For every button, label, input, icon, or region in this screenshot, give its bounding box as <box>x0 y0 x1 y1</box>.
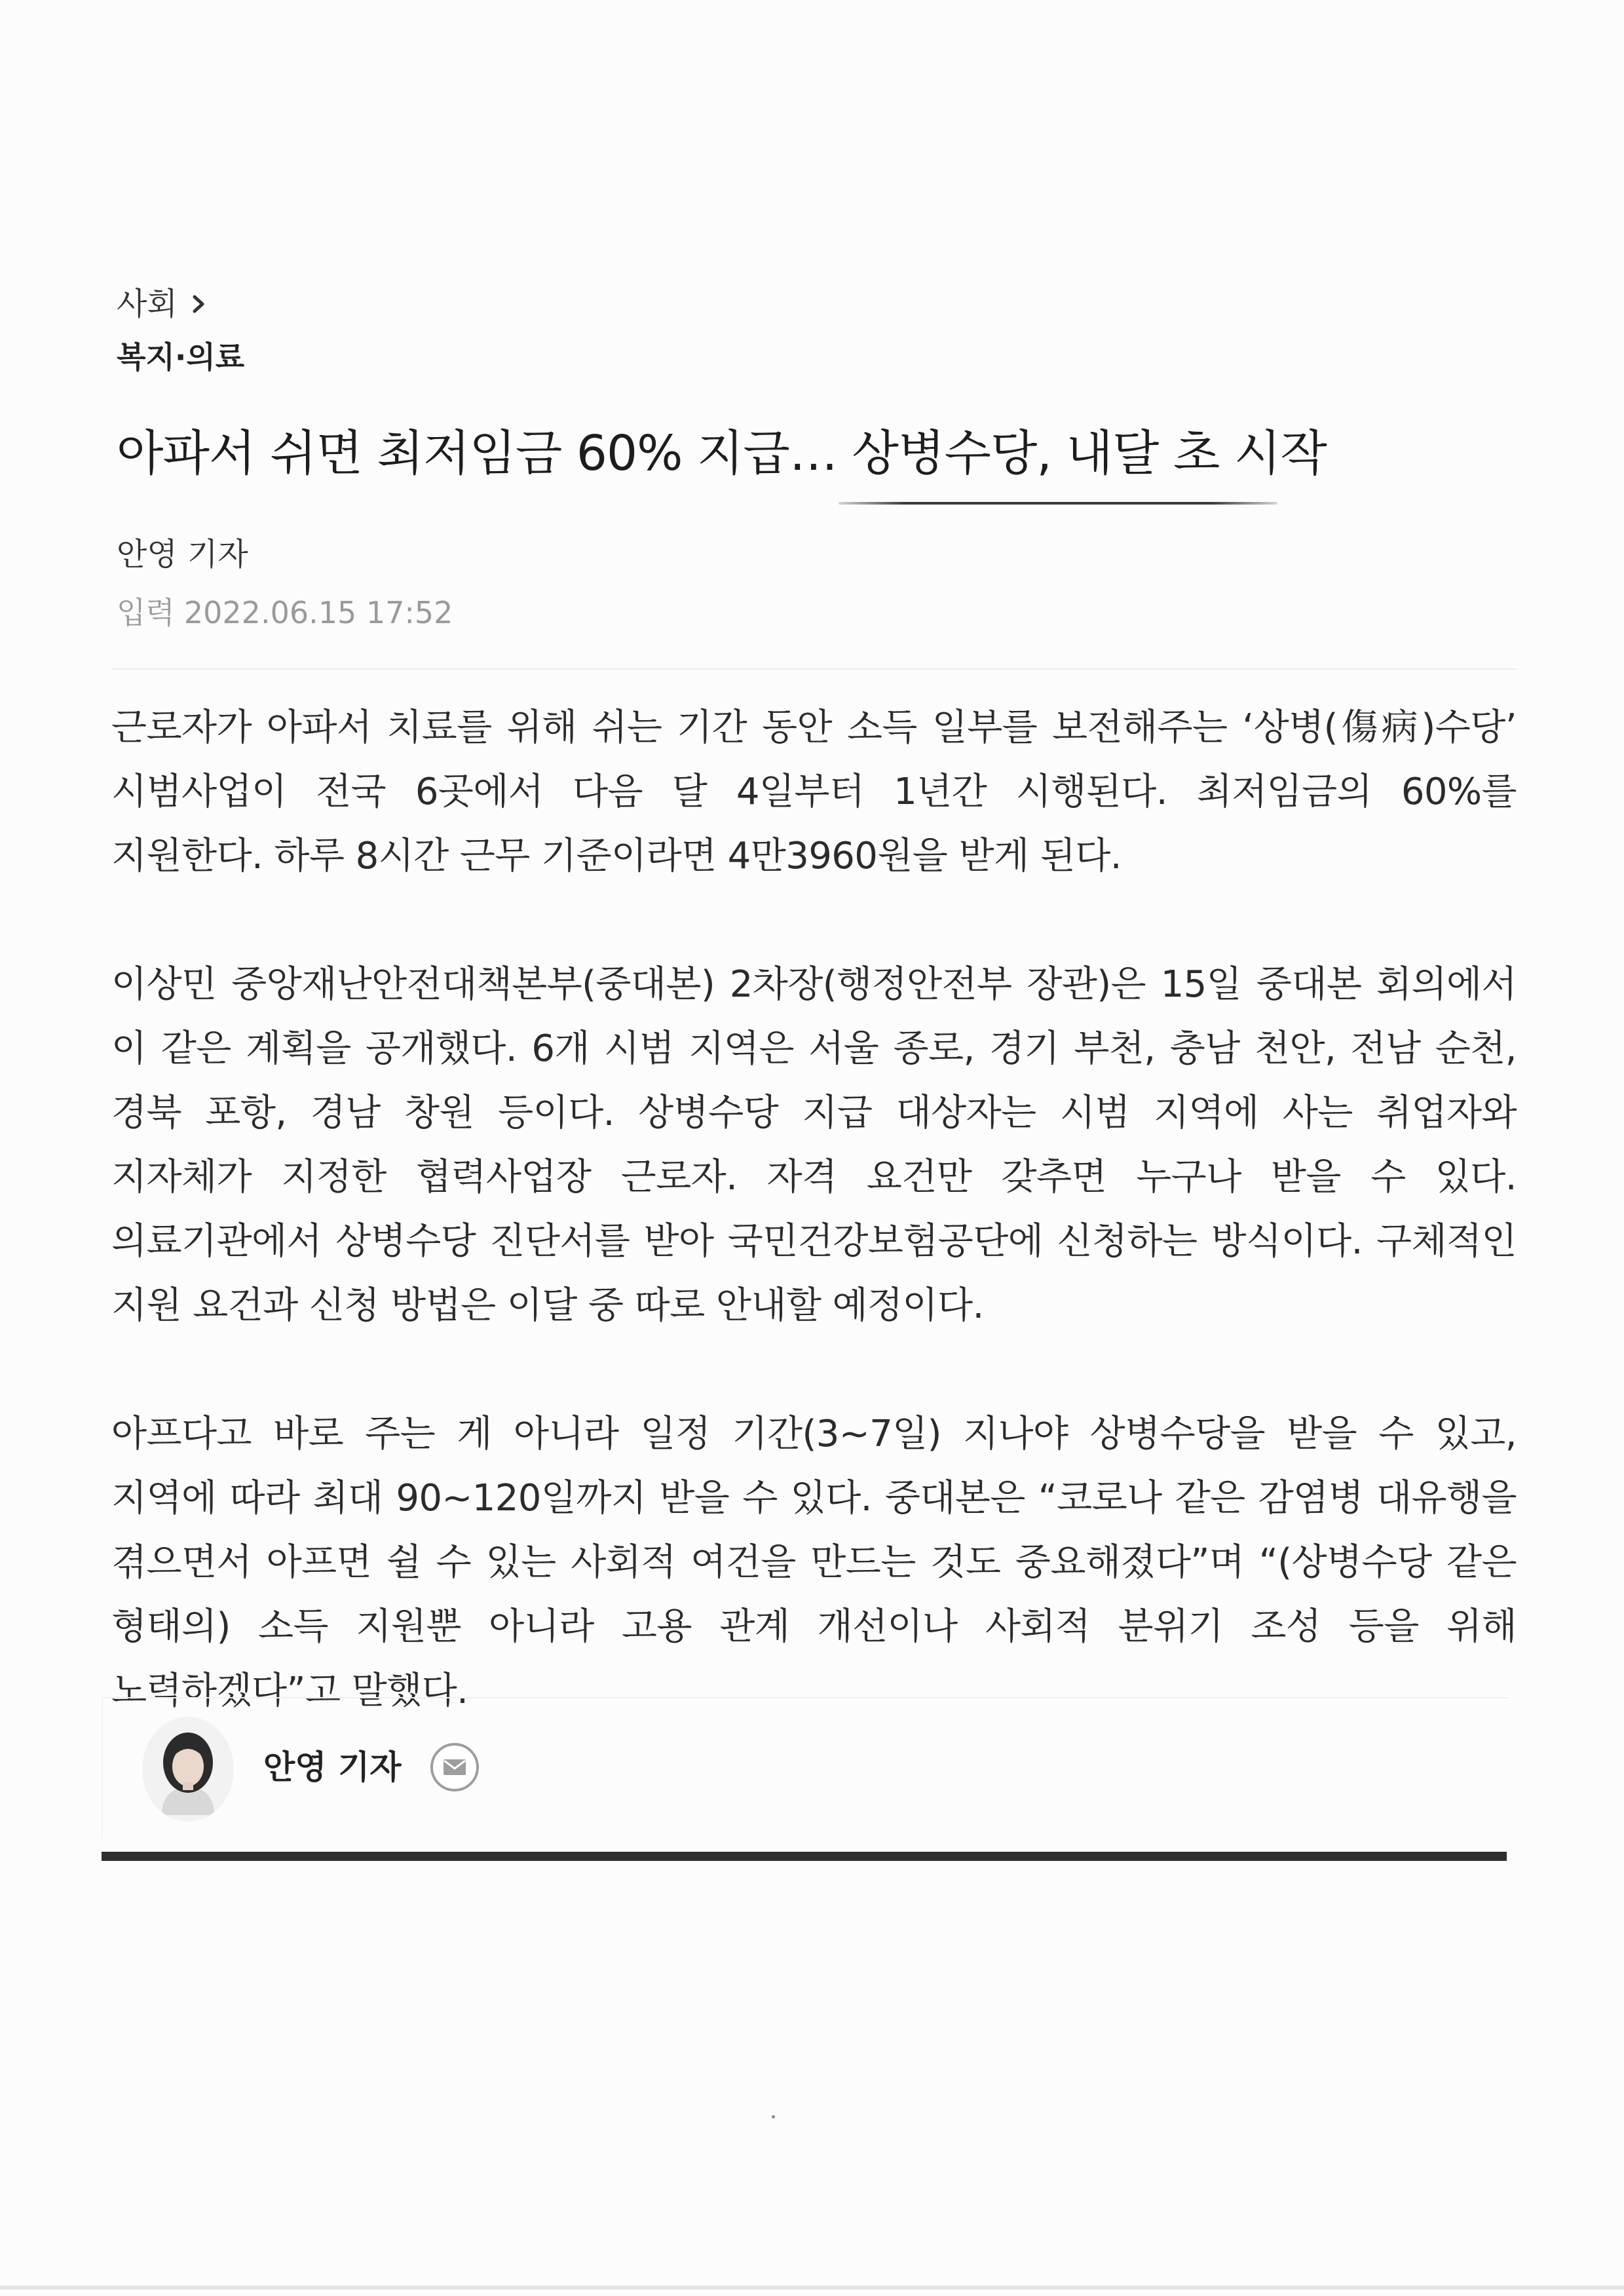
article-body <box>111 696 1517 1788</box>
reporter-avatar-icon[interactable] <box>142 1717 234 1822</box>
breadcrumb-subsection[interactable]: 복지·의료 <box>117 339 245 375</box>
article-paragraph-2: 이상민 중앙재난안전대책본부(중대본) 2차장(행정안전부 장관)은 15일 중대본 회의에서 이 같은 계획을 공개했다. 6개 시범 지역은 서울 종로, 경기 부천, 충남 천안, 전남 순천, 경북 포항, 경남 창원 등이다. 상병수당 지급 대상자는 시범 지역에 사는 취업자와 지자체가 지정한 협력사업장 근로자. 자격 요건만 갖추면 누구나 받을 수 있다. 의료기관에서 상병수당 진단서를 받아 국민건강보험공단에 신청하는 방식이다. 구체적인 지원 요건과 신청 방법은 이달 중 따로 안내할 예정이다. <box>111 963 1517 1327</box>
scan-speck <box>772 2115 775 2118</box>
publish-timestamp <box>117 595 453 630</box>
reporter-card <box>102 1697 1508 1839</box>
article-paragraph-3: 아프다고 바로 주는 게 아니라 일정 기간(3~7일) 지나야 상병수당을 받을 수 있고, 지역에 따라 최대 90~120일까지 받을 수 있다. 중대본은 “코로나 같은 감염병 대유행을 겪으면서 아프면 쉴 수 있는 사회적 여건을 만드는 것도 중요해졌다”며 “(상병수당 같은 형태의) 소득 지원뿐 아니라 고용 관계 개선이나 사회적 분위기 조성 등을 위해 노력하겠다”고 말했다. <box>111 1413 1517 1712</box>
article-headline: 아파서 쉬면 최저임금 60% 지급… 상병수당, 내달 초 시작 <box>117 425 1327 482</box>
footer-divider <box>102 1852 1507 1861</box>
article-paragraph-1: 근로자가 아파서 치료를 위해 쉬는 기간 동안 소득 일부를 보전해주는 ‘상병(傷病)수당’ 시범사업이 전국 6곳에서 다음 달 4일부터 1년간 시행된다. 최저임금의 60%를 지원한다. 하루 8시간 근무 기준이라면 4만3960원을 받게 된다. <box>111 706 1517 877</box>
reporter-email-button[interactable] <box>430 1743 479 1791</box>
chevron-right-icon <box>189 294 209 314</box>
breadcrumb <box>117 286 245 375</box>
header-divider <box>111 668 1517 670</box>
breadcrumb-section-link[interactable]: 사회 <box>117 286 178 322</box>
scan-edge <box>0 2286 1624 2289</box>
breadcrumb-section[interactable] <box>117 288 244 320</box>
headline-underline <box>839 502 1277 505</box>
reporter-name[interactable]: 안영 기자 <box>263 1748 402 1786</box>
mail-icon <box>443 1759 466 1776</box>
timestamp-value: 2022.06.15 17:52 <box>183 595 453 630</box>
timestamp-label: 입력 <box>117 595 175 630</box>
byline: 안영 기자 <box>117 536 248 573</box>
